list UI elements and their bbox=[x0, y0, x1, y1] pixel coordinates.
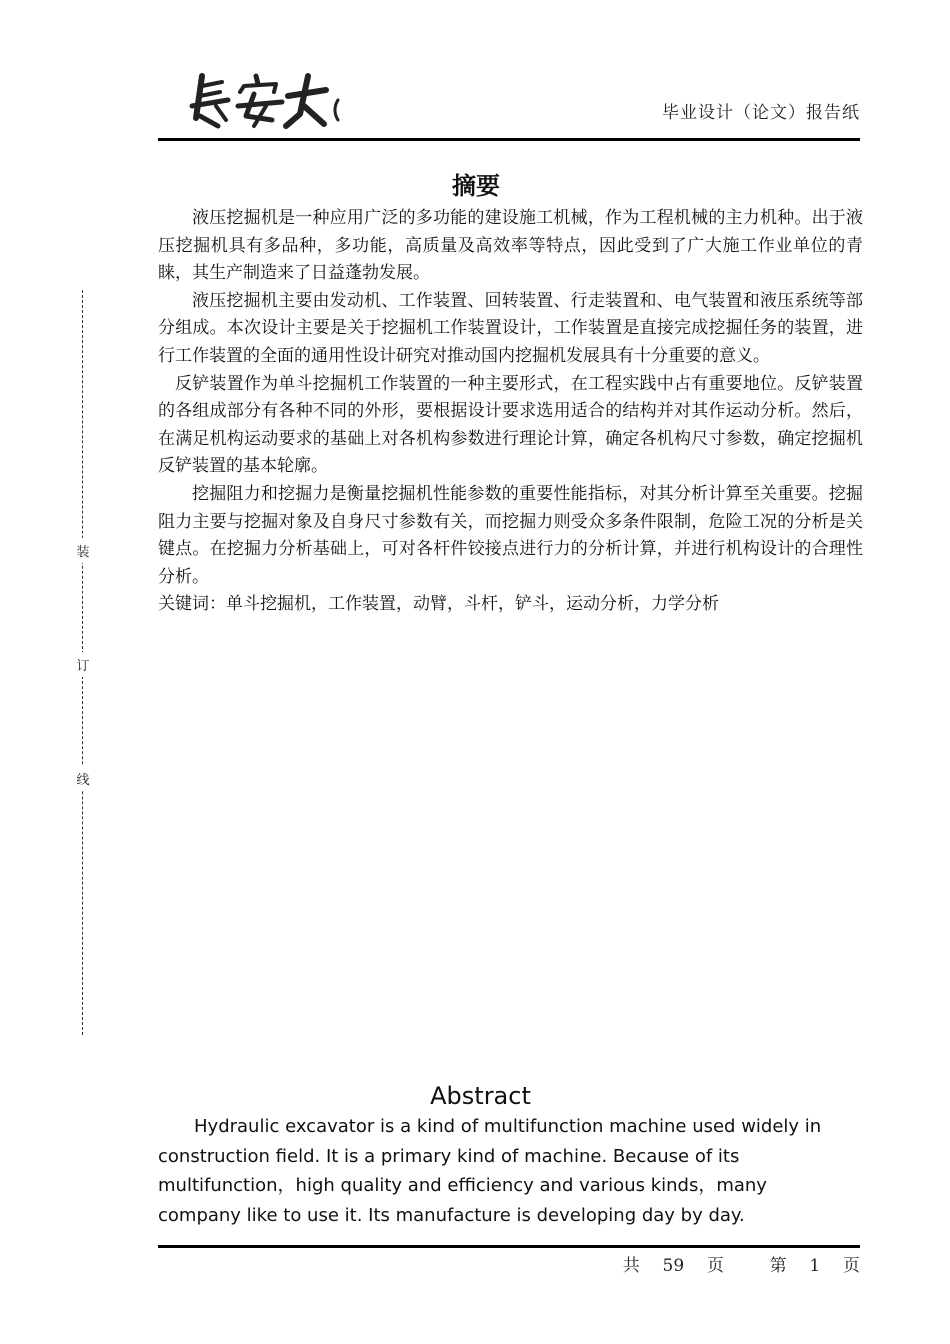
keywords: 关键词：单斗挖掘机，工作装置，动臂，斗杆，铲斗，运动分析，力学分析 bbox=[158, 594, 719, 615]
abstract-cn-paragraph: 挖掘阻力和挖掘力是衡量挖掘机性能参数的重要性能指标，对其分析计算至关重要。挖掘阻力主要与挖掘对象及自身尺寸参数有关，而挖掘力则受众多条件限制，危险工况的分析是关键点。在挖掘力分析基础上，可对各杆件铰接点进行力的分析计算，并进行机构设计的合理性分析。 bbox=[158, 483, 863, 587]
binding-char-ding: 订 bbox=[74, 652, 92, 677]
abstract-cn-paragraph: 反铲装置作为单斗挖掘机工作装置的一种主要形式，在工程实践中占有重要地位。反铲装置的各组成部分有各种不同的外形，要根据设计要求选用适合的结构并对其作运动分析。然后，在满足机构运动要求的基础上对各机构参数进行理论计算，确定各机构尺寸参数，确定挖掘机反铲装置的基本轮廓。 bbox=[158, 373, 863, 477]
abstract-en-body bbox=[158, 1112, 848, 1230]
abstract-cn-paragraph: 液压挖掘机主要由发动机、工作装置、回转装置、行走装置和、电气装置和液压系统等部分组成。本次设计主要是关于挖掘机工作装置设计，工作装置是直接完成挖掘任务的装置，进行工作装置的全面的通用性设计研究对推动国内挖掘机发展具有十分重要的意义。 bbox=[158, 290, 863, 366]
footer-rule bbox=[158, 1245, 860, 1248]
abstract-cn-title: 摘要 bbox=[452, 172, 500, 200]
abstract-cn-paragraph: 液压挖掘机是一种应用广泛的多功能的建设施工机械，作为工程机械的主力机种。出于液压挖掘机具有多品种，多功能，高质量及高效率等特点，因此受到了广大施工作业单位的青睐，其生产制造来了日益蓬勃发展。 bbox=[158, 208, 863, 284]
header-subtitle: 毕业设计（论文）报告纸 bbox=[662, 103, 860, 123]
abstract-cn-body bbox=[158, 205, 863, 619]
binding-char-xian: 线 bbox=[74, 766, 92, 791]
abstract-en-paragraph: Hydraulic excavator is a kind of multifunction machine used widely in construction field. It is a primary kind of machine. Because of its multifunction，high quality and efficiency and various kinds，many company like to use it. Its manufacture is developing day by day. bbox=[158, 1116, 822, 1226]
university-logo bbox=[188, 70, 348, 132]
page-count: 共 59 页 第 1 页 bbox=[622, 1256, 860, 1276]
abstract-en-title: Abstract bbox=[430, 1082, 531, 1110]
header-rule bbox=[158, 138, 860, 141]
binding-char-zhuang: 装 bbox=[74, 538, 92, 563]
